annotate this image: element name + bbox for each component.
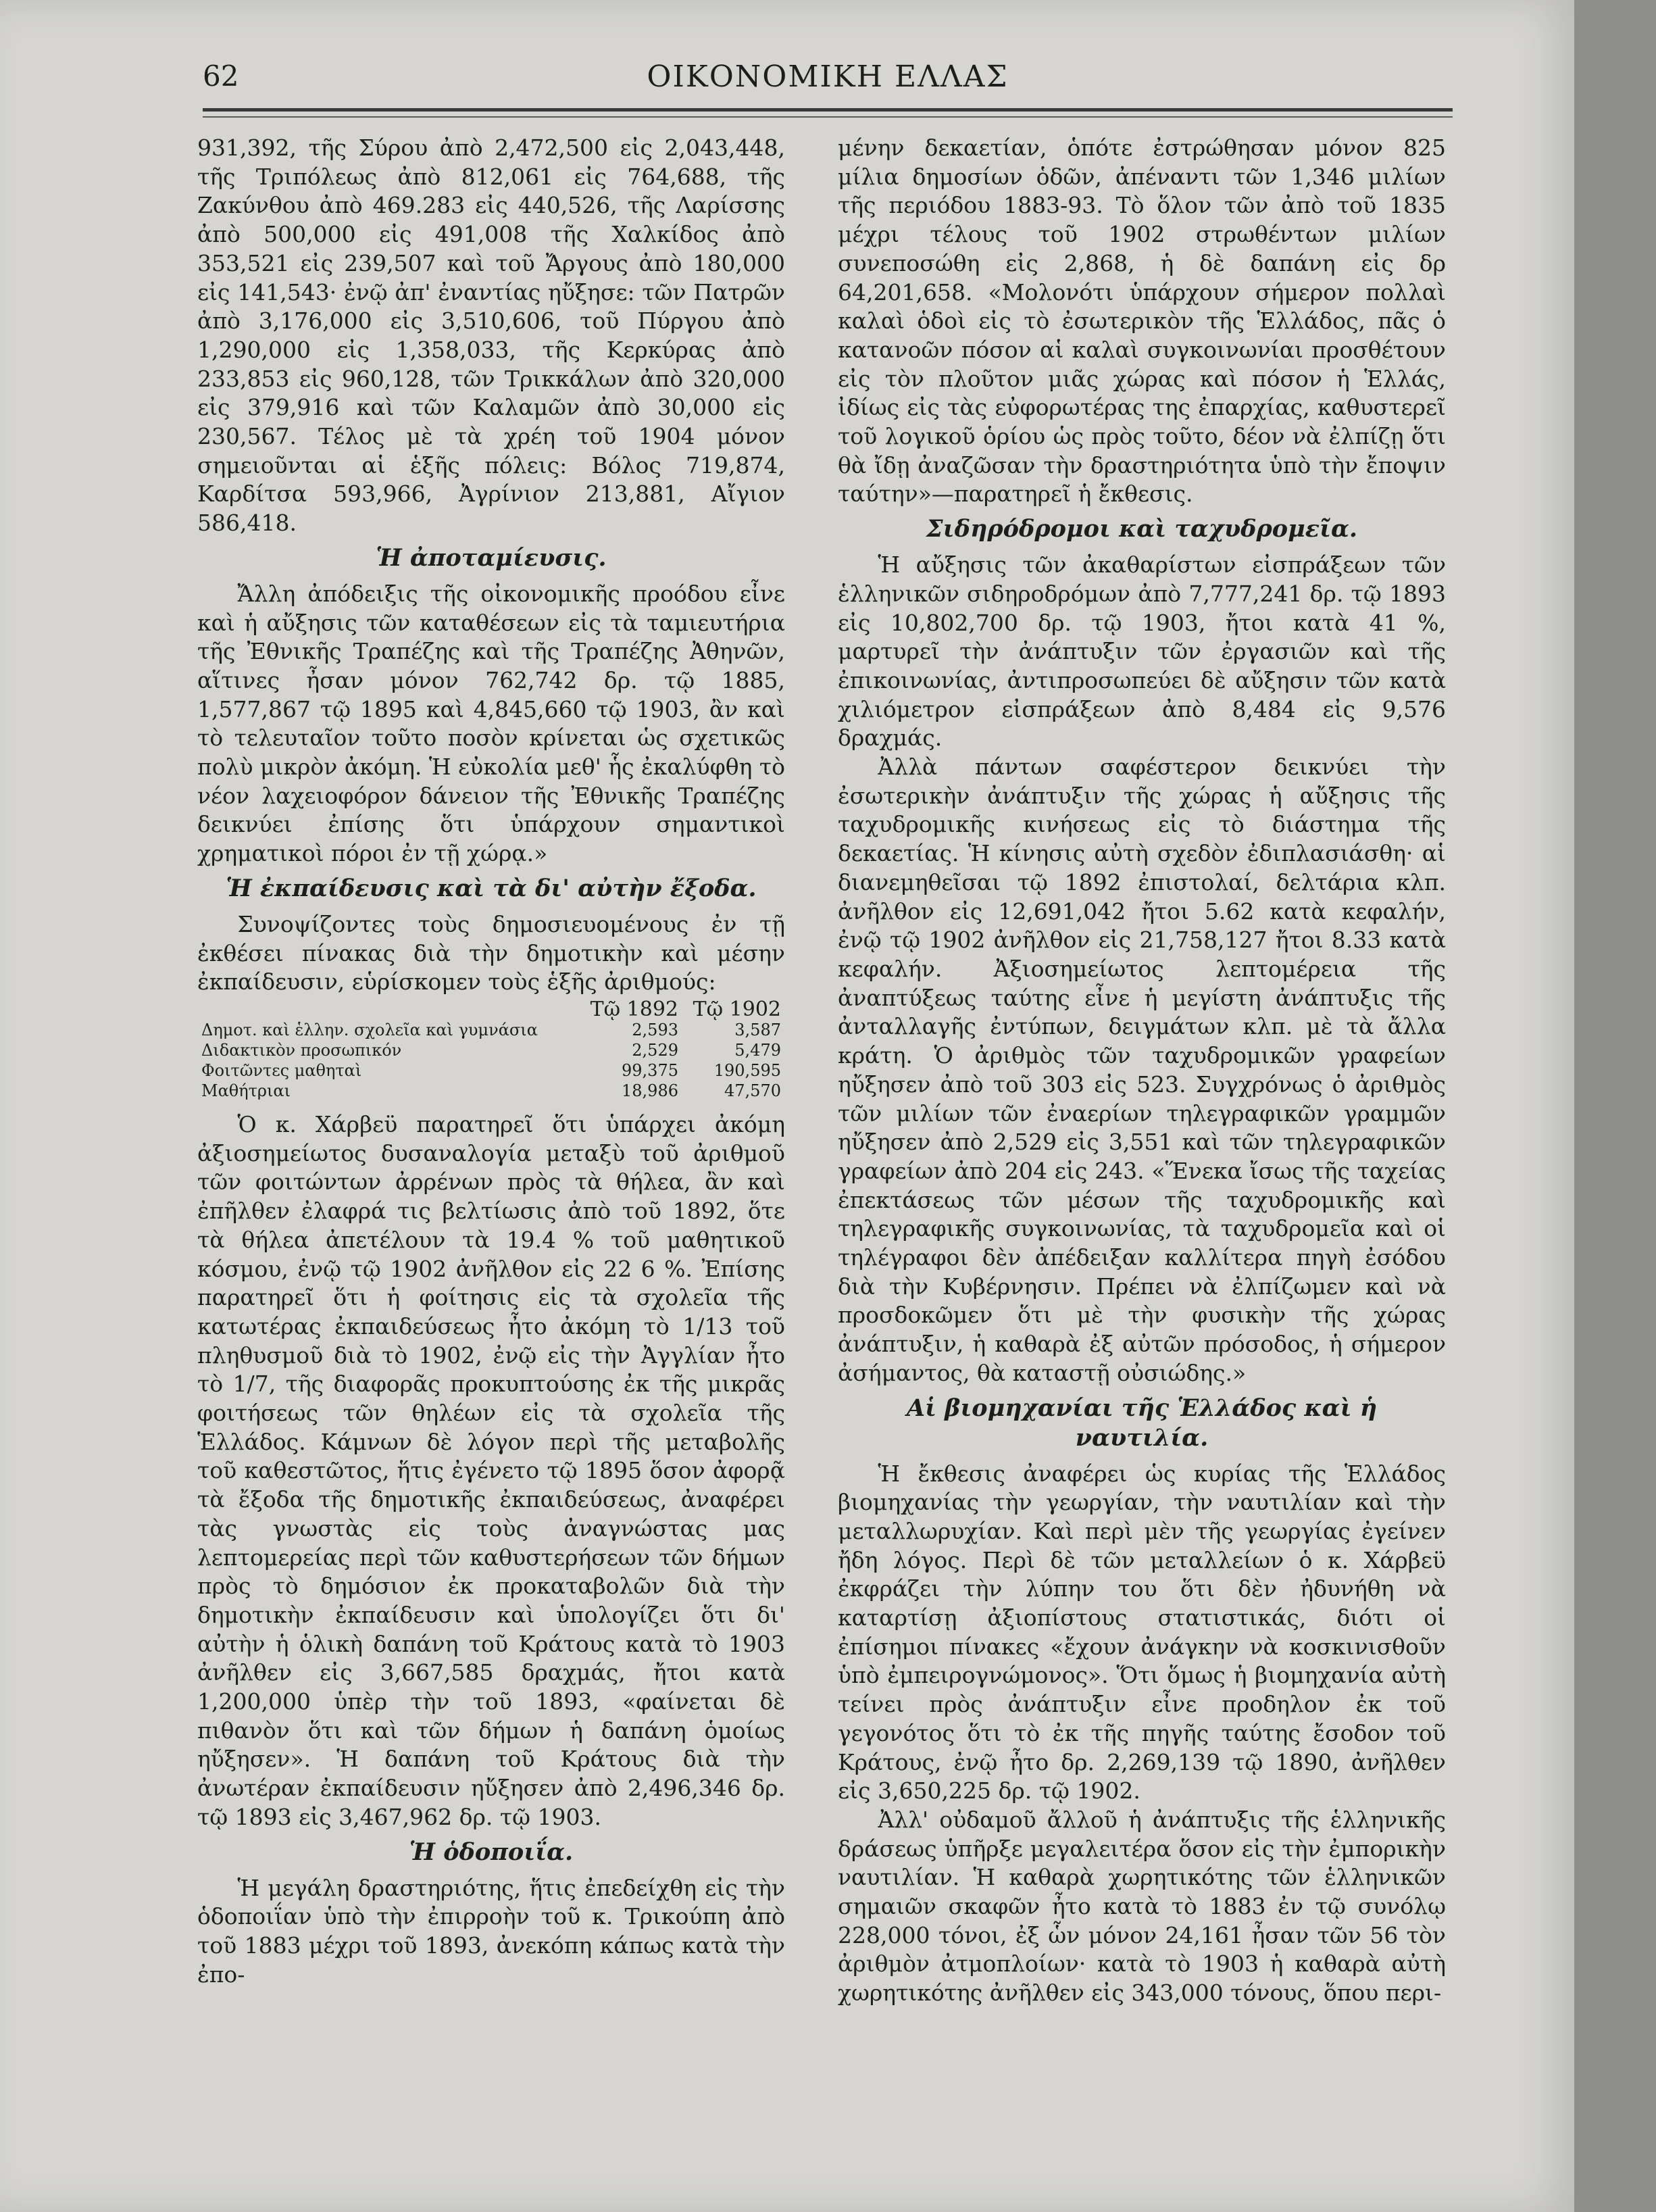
table-cell: 190,595 — [713, 1060, 781, 1080]
table-header-1902: Τῷ 1902 — [693, 997, 781, 1021]
table-header-row — [197, 1000, 785, 1020]
table-cell: 2,529 — [632, 1040, 678, 1060]
table-cell: 18,986 — [622, 1081, 678, 1100]
paragraph: Ὁ κ. Χάρβεϋ παρατηρεῖ ὅτι ὑπάρχει ἀκόμη ἀξιοσημείωτος δυσαναλογία μεταξὺ τοῦ ἀριθμοῦ τῶν φοιτώντων ἀρρένων πρὸς τὰ θήλεα, ἂν καὶ ἐπῆλθεν ἐλαφρά τις βελτίωσις ἀπὸ τοῦ 1892, ὅτε τὰ θήλεα ἀπετέλουν τὰ 19.4 % τοῦ μαθητικοῦ κόσμου, ἐνῷ τῷ 1902 ἀνῆλθον εἰς 22 6 %. Ἐπίσης παρατηρεῖ ὅτι ἡ φοίτησις εἰς τὰ σχολεῖα τῆς κατωτέρας ἐκπαιδεύσεως ἦτο ἀκόμη τὸ 1/13 τοῦ πληθυσμοῦ διὰ τὸ 1902, ἐνῷ εἰς τὴν Ἀγγλίαν ἦτο τὸ 1/7, τῆς διαφορᾶς προκυπτούσης ἐκ τῆς μικρᾶς φοιτήσεως τῶν θηλέων εἰς τὰ σχολεῖα τῆς Ἑλλάδος. Κάμνων δὲ λόγον περὶ τῆς μεταβολῆς τοῦ καθεστῶτος, ἥτις ἐγένετο τῷ 1895 ὅσον ἀφορᾷ τὰ ἔξοδα τῆς δημοτικῆς ἐκπαιδεύσεως, ἀναφέρει τὰς γνωστὰς εἰς τοὺς ἀναγνώστας μας λεπτομερείας περὶ τῶν καθυστερήσεων τῶν δήμων πρὸς τὸ δημόσιον ἐκ προκαταβολῶν διὰ τὴν δημοτικὴν ἐκπαίδευσιν καὶ ὑπολογίζει ὅτι δι' αὐτὴν ἡ ὁλικὴ δαπάνη τοῦ Κράτους κατὰ τὸ 1903 ἀνῆλθεν εἰς 3,667,585 δραχμάς, ἤτοι κατὰ 1,200,000 ὑπὲρ τὴν τοῦ 1893, «φαίνεται δὲ πιθανὸν ὅτι καὶ τῶν δήμων ἡ δαπάνη ὁμοίως ηὔξησεν». Ἡ δαπάνη τοῦ Κράτους διὰ τὴν ἀνωτέραν ἐκπαίδευσιν ηὔξησεν ἀπὸ 2,496,346 δρ. τῷ 1893 εἰς 3,467,962 δρ. τῷ 1903. — [197, 1110, 785, 1830]
paragraph: Ἀλλ' οὐδαμοῦ ἄλλοῦ ἡ ἀνάπτυξις τῆς ἑλληνικῆς δράσεως ὑπῆρξε μεγαλειτέρα ὅσον εἰς τὴν ἐμπορικὴν ναυτιλίαν. Ἡ καθαρὰ χωρητικότης τῶν ἑλληνικῶν σημαιῶν σκαφῶν ἦτο κατὰ τὸ 1883 ἐν τῷ συνόλῳ 228,000 τόνοι, ἐξ ὧν μόνον 24,161 ἦσαν τῶν 56 τὸν ἀριθμὸν ἀτμοπλοίων· κατὰ τὸ 1903 ἡ καθαρὰ αὐτὴ χωρητικότης ἀνῆλθεν εἰς 343,000 τόνους, ὅπου περι- — [838, 1806, 1446, 2007]
table-cell: 5,479 — [734, 1040, 781, 1060]
section-heading-savings: Ἡ ἀποταμίευσις. — [376, 543, 607, 572]
paragraph: Ἡ μεγάλη δραστηριότης, ἥτις ἐπεδείχθη εἰς τὴν ὁδοποιΐαν ὑπὸ τὴν ἐπιρροὴν τοῦ κ. Τρικούπη ἀπὸ τοῦ 1883 μέχρι τοῦ 1893, ἀνεκόπη κάπως κατὰ τὴν ἐπο- — [197, 1874, 785, 1988]
table-header-empty — [197, 1000, 580, 1020]
running-title: ΟΙΚΟΝΟΜΙΚΗ ΕΛΛΑΣ — [647, 59, 1009, 94]
table-row-label: Φοιτῶντες μαθηταὶ — [201, 1060, 362, 1080]
left-column — [197, 134, 785, 1989]
paragraph: Συνοψίζοντες τοὺς δημοσιευομένους ἐν τῇ ἐκθέσει πίνακας διὰ τὴν δημοτικὴν καὶ μέσην ἐκπαίδευσιν, εὑρίσκομεν τοὺς ἑξῆς ἀριθμούς: — [197, 910, 785, 996]
paragraph: Ἄλλη ἀπόδειξις τῆς οἰκονομικῆς προόδου εἶνε καὶ ἡ αὔξησις τῶν καταθέσεων εἰς τὰ ταμιευτήρια τῆς Ἐθνικῆς Τραπέζης καὶ τῆς Τραπέζης Ἀθηνῶν, αἵτινες ἦσαν μόνον 762,742 δρ. τῷ 1885, 1,577,867 τῷ 1895 καὶ 4,845,660 τῷ 1903, ἂν καὶ τὸ τελευταῖον τοῦτο ποσὸν κρίνεται ὡς σχετικῶς πολὺ μικρὸν ἀκόμη. Ἡ εὐκολία μεθ' ἧς ἐκαλύφθη τὸ νέον λαχειοφόρον δάνειον τῆς Ἐθνικῆς Τραπέζης δεικνύει ἐπίσης ὅτι ὑπάρχουν σημαντικοὶ χρηματικοὶ πόροι ἐν τῇ χώρᾳ.» — [197, 580, 786, 867]
table-row-label: Μαθήτριαι — [201, 1081, 291, 1100]
table-row — [197, 1020, 785, 1040]
table-row-label: Διδακτικὸν προσωπικόν — [201, 1040, 402, 1060]
section-heading-roads: Ἡ ὁδοποιΐα. — [409, 1838, 574, 1866]
table-cell: 3,587 — [734, 1020, 781, 1039]
table-cell: 2,593 — [632, 1020, 678, 1039]
page-edge — [1574, 0, 1656, 2212]
paragraph: Ἡ αὔξησις τῶν ἀκαθαρίστων εἰσπράξεων τῶν ἑλληνικῶν σιδηροδρόμων ἀπὸ 7,777,241 δρ. τῷ 1893 εἰς 10,802,700 δρ. τῷ 1903, ἤτοι κατὰ 41 %, μαρτυρεῖ τὴν ἀνάπτυξιν τῶν ἐργασιῶν καὶ τῆς ἐπικοινωνίας, ἀντιπροσωπεύει δὲ αὔξησιν τῶν κατὰ χιλιόμετρον εἰσπράξεων ἀπὸ 8,484 εἰς 9,576 δραχμάς. — [838, 551, 1446, 752]
table-row — [197, 1040, 785, 1060]
page-header — [203, 54, 1453, 108]
section-heading-education: Ἡ ἐκπαίδευσις καὶ τὰ δι' αὐτὴν ἔξοδα. — [226, 874, 757, 902]
right-column — [838, 134, 1446, 2008]
page-number: 62 — [203, 59, 239, 93]
table-row — [197, 1060, 785, 1081]
paragraph: 931,392, τῆς Σύρου ἀπὸ 2,472,500 εἰς 2,043,448, τῆς Τριπόλεως ἀπὸ 812,061 εἰς 764,688, τῆς Ζακύνθου ἀπὸ 469.283 εἰς 440,526, τῆς Λαρίσσης ἀπὸ 500,000 εἰς 491,008 τῆς Χαλκίδος ἀπὸ 353,521 εἰς 239,507 καὶ τοῦ Ἄργους ἀπὸ 180,000 εἰς 141,543· ἐνῷ ἀπ' ἐναντίας ηὔξησε: τῶν Πατρῶν ἀπὸ 3,176,000 εἰς 3,510,606, τοῦ Πύργου ἀπὸ 1,290,000 εἰς 1,358,033, τῆς Κερκύρας ἀπὸ 233,853 εἰς 960,128, τῶν Τρικκάλων ἀπὸ 320,000 εἰς 379,916 καὶ τῶν Καλαμῶν ἀπὸ 30,000 εἰς 230,567. Τέλος μὲ τὰ χρέη τοῦ 1904 μόνον σημειοῦνται αἱ ἑξῆς πόλεις: Βόλος 719,874, Καρδίτσα 593,966, Ἀγρίνιον 213,881, Αἴγιον 586,418. — [197, 134, 785, 537]
table-row-label: Δημοτ. καὶ ἑλλην. σχολεῖα καὶ γυμνάσια — [201, 1020, 538, 1039]
education-table — [197, 997, 785, 1101]
table-header-1892: Τῷ 1892 — [590, 997, 678, 1021]
table-row — [197, 1081, 785, 1101]
paragraph: μένην δεκαετίαν, ὁπότε ἐστρώθησαν μόνον 825 μίλια δημοσίων ὁδῶν, ἀπέναντι τῶν 1,346 μιλίων τῆς περιόδου 1883-93. Τὸ ὅλον τῶν ἀπὸ τοῦ 1835 μέχρι τέλους τοῦ 1902 στρωθέντων μιλίων συνεποσώθη εἰς 2,868, ἡ δὲ δαπάνη εἰς δρ 64,201,658. «Μολονότι ὑπάρχουν σήμερον πολλαὶ καλαὶ ὁδοὶ εἰς τὸ ἐσωτερικὸν τῆς Ἑλλάδος, πᾶς ὁ κατανοῶν πόσον αἱ καλαὶ συγκοινωνίαι προσθέτουν εἰς τὸν πλοῦτον μιᾶς χώρας καὶ πόσον ἡ Ἑλλάς, ἰδίως εἰς τὰς εὐφορωτέρας της ἐπαρχίας, καθυστερεῖ τοῦ λογικοῦ ὁρίου ὡς πρὸς τοῦτο, δέον νὰ ἐλπίζῃ ὅτι θὰ ἴδῃ ἀναζῶσαν τὴν δραστηριότητα ὑπὸ τὴν ἔποψιν ταύτην»—παρατηρεῖ ἡ ἔκθεσις. — [838, 134, 1446, 508]
header-rule-thin — [203, 116, 1453, 118]
section-heading-industries: Αἱ βιομηχανίαι τῆς Ἑλλάδος καὶ ἡ ναυτιλία. — [906, 1394, 1378, 1452]
table-cell: 47,570 — [724, 1081, 781, 1100]
section-heading-railways: Σιδηρόδρομοι καὶ ταχυδρομεῖα. — [926, 515, 1358, 543]
paragraph: Ἡ ἔκθεσις ἀναφέρει ὡς κυρίας τῆς Ἑλλάδος βιομηχανίας τὴν γεωργίαν, τὴν ναυτιλίαν καὶ τὴν μεταλλωρυχίαν. Καὶ περὶ μὲν τῆς γεωργίας ἐγείνεν ἤδη λόγος. Περὶ δὲ τῶν μεταλλείων ὁ κ. Χάρβεϋ ἐκφράζει τὴν λύπην του ὅτι δὲν ἠδυνήθη νὰ καταρτίσῃ ἀξιοπίστους στατιστικάς, διότι οἱ ἐπίσημοι πίνακες «ἔχουν ἀνάγκην νὰ κοσκινισθοῦν ὑπὸ ἐμπειρογνώμονος». Ὅτι ὅμως ἡ βιομηχανία αὐτὴ τείνει πρὸς ἀνάπτυξιν εἶνε προδηλον ἐκ τοῦ γεγονότος ὅτι τὸ ἐκ τῆς πηγῆς ταύτης ἔσοδον τοῦ Κράτους, ἐνῷ ἦτο δρ. 2,269,139 τῷ 1890, ἀνῆλθεν εἰς 3,650,225 δρ. τῷ 1902. — [838, 1460, 1446, 1804]
paragraph: Ἀλλὰ πάντων σαφέστερον δεικνύει τὴν ἐσωτερικὴν ἀνάπτυξιν τῆς χώρας ἡ αὔξησις τῆς ταχυδρομικῆς κινήσεως εἰς τὸ διάστημα τῆς δεκαετίας. Ἡ κίνησις αὐτὴ σχεδὸν ἐδιπλασιάσθη· αἱ διανεμηθεῖσαι τῷ 1892 ἐπιστολαί, δελτάρια κλπ. ἀνῆλθον εἰς 12,691,042 ἤτοι 5.62 κατὰ κεφαλήν, ἐνῷ τῷ 1902 ἀνῆλθον εἰς 21,758,127 ἤτοι 8.33 κατὰ κεφαλήν. Ἀξιοσημείωτος λεπτομέρεια τῆς ἀναπτύξεως ταύτης εἶνε ἡ μεγίστη ἀνάπτυξις τῆς ἀνταλλαγῆς ἐντύπων, δειγμάτων κλπ. μὲ τὰ ἄλλα κράτη. Ὁ ἀριθμὸς τῶν ταχυδρομικῶν γραφείων ηὔξησεν ἀπὸ τοῦ 303 εἰς 523. Συγχρόνως ὁ ἀριθμὸς τῶν μιλίων τῶν ἐναερίων τηλεγραφικῶν γραμμῶν ηὔξησεν ἀπὸ 2,529 εἰς 3,551 καὶ τῶν τηλεγραφικῶν γραφείων ἀπὸ 204 εἰς 243. «Ἕνεκα ἴσως τῆς ταχείας ἐπεκτάσεως τῶν μέσων τῆς ταχυδρομικῆς καὶ τηλεγραφικῆς συγκοινωνίας, τὰ ταχυδρομεῖα καὶ οἱ τηλέγραφοι δὲν ἀπέδειξαν καλλίτερα πηγὴ ἐσόδου διὰ τὴν Κυβέρνησιν. Πρέπει νὰ ἐλπίζωμεν καὶ νὰ προσδοκῶμεν ὅτι μὲ τὴν φυσικὴν τῆς χώρας ἀνάπτυξιν, ἡ καθαρὰ ἐξ αὐτῶν πρόσοδος, ἡ σήμερον ἀσήμαντος, θὰ καταστῇ οὐσιώδης.» — [838, 754, 1446, 1386]
table-cell: 99,375 — [622, 1060, 678, 1080]
header-rule — [203, 108, 1453, 112]
